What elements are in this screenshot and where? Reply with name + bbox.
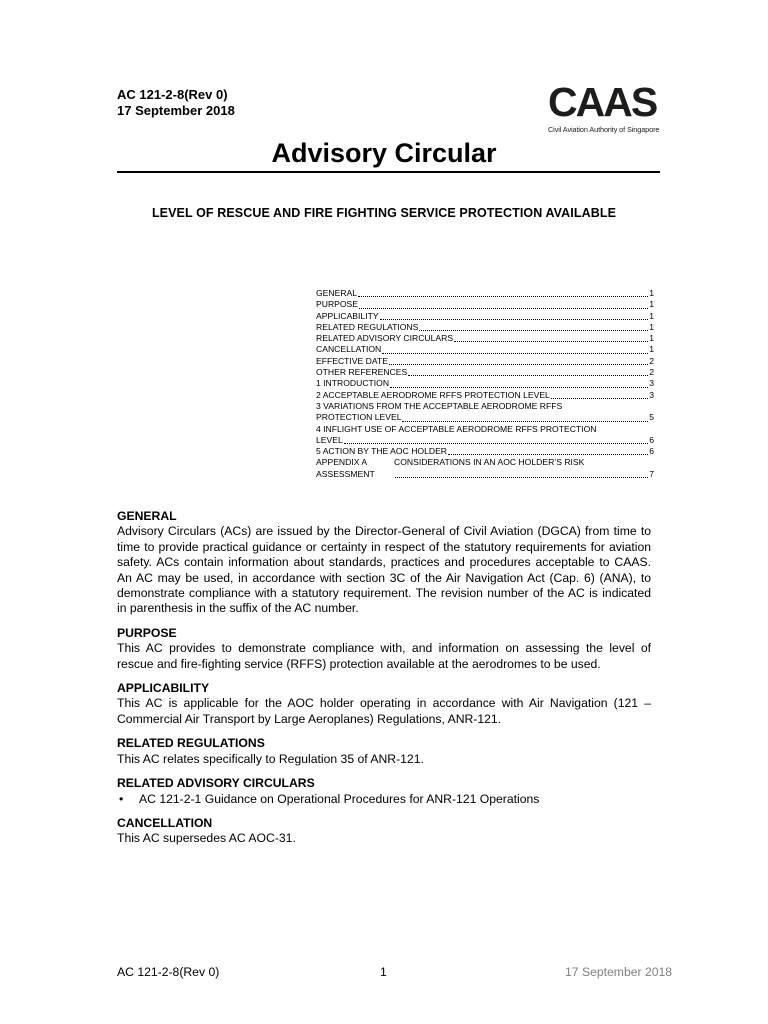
section-text: This AC relates specifically to Regulation 35 of ANR-121.: [117, 751, 424, 766]
toc-leader-dots: [344, 442, 648, 444]
toc-entry-label: 4 INFLIGHT USE OF ACCEPTABLE AERODROME RFFS PROTECTION: [316, 423, 597, 434]
toc-entry[interactable]: [316, 288, 654, 299]
footer-page-number: 1: [380, 965, 387, 979]
section-heading: PURPOSE: [117, 625, 177, 640]
toc-page-number: 1: [649, 310, 654, 321]
logo-subtext: Civil Aviation Authority of Singapore: [548, 125, 660, 134]
toc-entry[interactable]: [316, 378, 654, 389]
toc-leader-dots: [448, 453, 648, 455]
toc-page-number: 2: [649, 355, 654, 366]
toc-leader-dots: [551, 397, 648, 399]
toc-page-number: 7: [649, 468, 654, 479]
toc-entry-label: GENERAL: [316, 288, 358, 298]
bullet-icon: •: [119, 791, 124, 806]
document-body: [117, 509, 651, 856]
document-reference: [117, 87, 235, 119]
toc-entry-label: OTHER REFERENCES: [316, 367, 408, 378]
toc-page-number: 6: [649, 446, 654, 457]
toc-page-number: 5: [649, 412, 654, 423]
section-general: [117, 509, 651, 617]
toc-entry[interactable]: [316, 424, 654, 447]
section-heading: RELATED ADVISORY CIRCULARS: [117, 776, 315, 791]
section-heading: CANCELLATION: [117, 815, 213, 830]
toc-appendix-title-cont: ASSESSMENT: [316, 468, 375, 479]
toc-entry[interactable]: [316, 344, 654, 355]
toc-entry-label: 1 INTRODUCTION: [316, 378, 390, 389]
toc-page-number: 3: [649, 378, 654, 389]
section-text: This AC is applicable for the AOC holder operating in accordance with Air Navigation (121 – Commercial Air Transport by Large Aeroplanes) Regulations, ANR-121.: [117, 696, 651, 726]
toc-page-number: 2: [649, 367, 654, 378]
toc-entry-label: LEVEL: [316, 434, 343, 445]
toc-entry-label: 2 ACCEPTABLE AERODROME RFFS PROTECTION LEVEL: [316, 389, 550, 400]
toc-entry[interactable]: [316, 390, 654, 401]
toc-appendix-label: APPENDIX A: [316, 457, 368, 468]
toc-page-number: 1: [649, 344, 654, 355]
section-related-acs: [117, 776, 651, 807]
section-cancellation: [117, 816, 651, 847]
toc-leader-dots: [454, 340, 648, 342]
section-text: Advisory Circulars (ACs) are issued by the Director-General of Civil Aviation (DGCA) from time to time to provide practical guidance or certainty in respect of the statutory requirements for aviation safety. ACs contain information about standards, practices and procedures acceptable to CAAS. An AC may be used, in accordance with section 3C of the Air Navigation Act (Cap. 6) (ANA), to demonstrate compliance with a statutory requirement. The revision number of the AC is indicated in parenthesis in the suffix of the AC number.: [117, 524, 651, 616]
toc-entry-label: CANCELLATION: [316, 344, 382, 355]
toc-page-number: 1: [649, 299, 654, 310]
toc-entry-label: PURPOSE: [316, 299, 359, 310]
toc-entry[interactable]: [316, 333, 654, 344]
toc-leader-dots: [359, 307, 648, 309]
footer-date: 17 September 2018: [565, 965, 673, 979]
issue-date: 17 September 2018: [117, 103, 235, 118]
related-acs-list: [117, 792, 651, 807]
section-purpose: [117, 626, 651, 672]
toc-entry[interactable]: [316, 322, 654, 333]
toc-entry[interactable]: [316, 446, 654, 457]
section-applicability: [117, 681, 651, 727]
toc-page-number: 1: [649, 321, 654, 332]
toc-entry-label: APPLICABILITY: [316, 310, 379, 321]
section-text: This AC provides to demonstrate compliance with, and information on assessing the level of rescue and fire-fighting service (RFFS) protection available at the aerodromes to be used.: [117, 641, 651, 671]
toc-leader-dots: [408, 374, 648, 376]
toc-entry[interactable]: [316, 299, 654, 310]
section-text: This AC supersedes AC AOC-31.: [117, 831, 296, 846]
toc-entry-label: EFFECTIVE DATE: [316, 355, 388, 366]
section-heading: APPLICABILITY: [117, 681, 210, 696]
toc-page-number: 3: [649, 389, 654, 400]
list-item-text: AC 121-2-1 Guidance on Operational Procedures for ANR-121 Operations: [139, 791, 540, 806]
toc-page-number: 1: [649, 333, 654, 344]
toc-entry-label: PROTECTION LEVEL: [316, 412, 402, 423]
toc-leader-dots: [389, 363, 648, 365]
section-related-regulations: [117, 736, 651, 767]
toc-entry[interactable]: [316, 367, 654, 378]
toc-entry[interactable]: [316, 356, 654, 367]
toc-leader-dots: [402, 420, 648, 422]
toc-entry[interactable]: [316, 311, 654, 322]
toc-leader-dots: [395, 476, 648, 478]
toc-entry-label: 5 ACTION BY THE AOC HOLDER: [316, 446, 448, 457]
toc-leader-dots: [390, 386, 648, 388]
footer-reference: AC 121-2-8(Rev 0): [117, 965, 220, 979]
section-heading: GENERAL: [117, 509, 177, 523]
toc-entry-label: RELATED REGULATIONS: [316, 321, 419, 332]
toc-page-number: 6: [649, 434, 654, 445]
toc-entry-label: RELATED ADVISORY CIRCULARS: [316, 333, 454, 344]
caas-logo: [548, 79, 660, 140]
toc-appendix-entry[interactable]: [316, 457, 654, 480]
toc-appendix-title: CONSIDERATIONS IN AN AOC HOLDER’S RISK: [394, 457, 585, 468]
toc-leader-dots: [380, 318, 649, 320]
list-item: [117, 792, 651, 807]
ac-number: AC 121-2-8(Rev 0): [117, 87, 228, 102]
toc-leader-dots: [419, 329, 648, 331]
toc-leader-dots: [358, 295, 648, 297]
document-title: Advisory Circular: [271, 138, 497, 168]
toc-leader-dots: [382, 352, 648, 354]
toc-entry[interactable]: [316, 401, 654, 424]
document-subtitle: LEVEL OF RESCUE AND FIRE FIGHTING SERVICE PROTECTION AVAILABLE: [151, 206, 617, 220]
section-heading: RELATED REGULATIONS: [117, 736, 265, 751]
toc-entry-label: 3 VARIATIONS FROM THE ACCEPTABLE AERODROME RFFS: [316, 400, 563, 411]
title-rule: [117, 171, 660, 173]
toc-page-number: 1: [649, 288, 654, 298]
logo-wordmark: CAAS: [548, 79, 657, 125]
table-of-contents: [316, 288, 654, 480]
